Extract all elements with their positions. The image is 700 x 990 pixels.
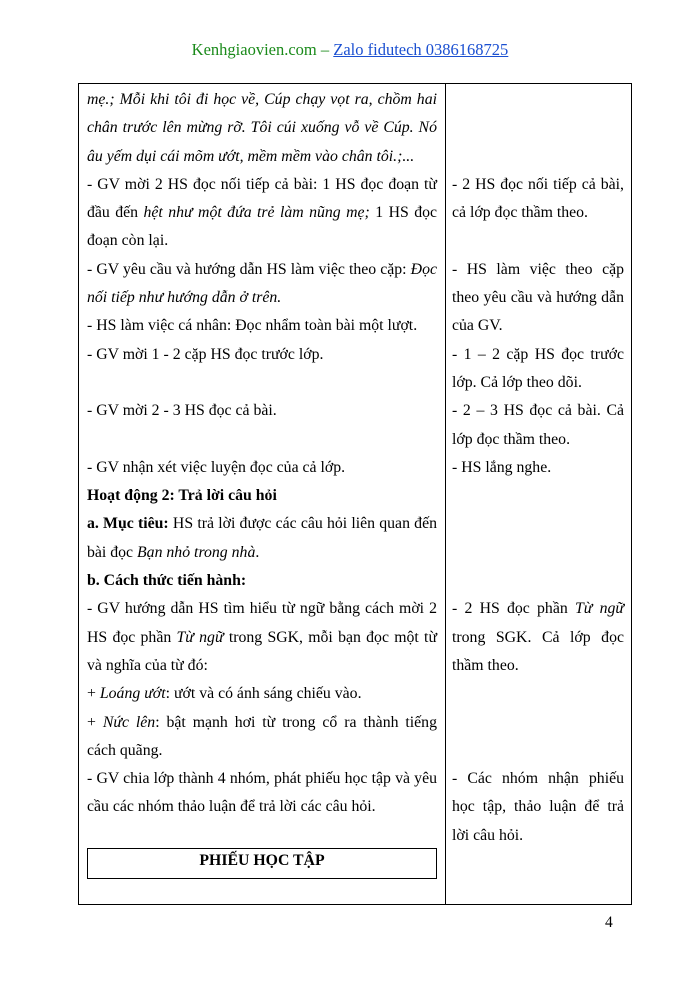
spacer — [452, 114, 624, 142]
spacer — [87, 426, 437, 454]
spacer — [452, 227, 624, 255]
student-activities-column — [452, 86, 624, 850]
spacer — [452, 567, 624, 595]
activity-item: - GV chia lớp thành 4 nhóm, phát phiếu học tập và yêu cầu các nhóm thảo luận để trả lời các câu hỏi. — [87, 770, 437, 816]
method-heading: b. Cách thức tiến hành: — [87, 572, 247, 590]
goal-paragraph: a. Mục tiêu: HS trả lời được các câu hỏi liên quan đến bài đọc Bạn nhỏ trong nhà. — [87, 515, 437, 561]
vocab-item: + Loáng ướt: ướt và có ánh sáng chiếu vào. — [87, 685, 362, 703]
teacher-activities-column — [87, 86, 437, 822]
lesson-table — [78, 83, 632, 905]
activity-item: - GV hướng dẫn HS tìm hiểu từ ngữ bằng cách mời 2 HS đọc phần Từ ngữ trong SGK, mỗi bạn đọc một từ và nghĩa của từ đó: — [87, 600, 438, 674]
activity-heading: Hoạt động 2: Trả lời câu hỏi — [87, 487, 277, 505]
student-response: - 2 – 3 HS đọc cả bài. Cả lớp đọc thầm theo. — [452, 402, 624, 448]
zalo-link[interactable]: Zalo fidutech 0386168725 — [333, 40, 509, 59]
student-response: - HS lắng nghe. — [452, 458, 552, 476]
reading-excerpt: mẹ.; Mỗi khi tôi đi học về, Cúp chạy vọt ra, chồm hai chân trước lên mừng rỡ. Tôi cúi xuống vỗ về Cúp. Nó âu yếm dụi cái mõm ướt, mềm mềm vào chân tôi.;... — [87, 91, 437, 165]
student-response: - Các nhóm nhận phiếu học tập, thảo luận để trả lời câu hỏi. — [452, 770, 624, 844]
site-link[interactable]: Kenhgiaovien.com — [191, 40, 317, 59]
student-response: - 2 HS đọc phần Từ ngữ trong SGK. Cả lớp đọc thầm theo. — [452, 600, 625, 674]
student-response: - 2 HS đọc nối tiếp cả bài, cả lớp đọc thầm theo. — [452, 175, 624, 222]
spacer — [452, 86, 624, 114]
activity-item: - GV yêu cầu và hướng dẫn HS làm việc theo cặp: Đọc nối tiếp như hướng dẫn ở trên. — [87, 260, 437, 307]
spacer — [452, 680, 624, 708]
worksheet-title: PHIẾU HỌC TẬP — [199, 852, 325, 869]
worksheet-box — [87, 848, 437, 879]
column-divider — [445, 84, 446, 904]
activity-item: - HS làm việc cá nhân: Đọc nhẩm toàn bài một lượt. — [87, 317, 418, 335]
spacer — [87, 369, 437, 397]
spacer — [452, 143, 624, 171]
spacer — [452, 482, 624, 510]
spacer — [452, 510, 624, 538]
spacer — [452, 709, 624, 737]
activity-item: - GV mời 2 - 3 HS đọc cả bài. — [87, 402, 277, 420]
student-response: - 1 – 2 cặp HS đọc trước lớp. Cả lớp theo dõi. — [452, 345, 624, 391]
activity-item: - GV mời 1 - 2 cặp HS đọc trước lớp. — [87, 345, 324, 363]
header-separator: – — [316, 40, 334, 59]
spacer — [452, 539, 624, 567]
activity-item: - GV nhận xét việc luyện đọc của cả lớp. — [87, 458, 346, 476]
vocab-item: + Nức lên: bật mạnh hơi từ trong cổ ra thành tiếng cách quãng. — [87, 713, 437, 759]
spacer — [452, 737, 624, 765]
page-number: 4 — [605, 914, 613, 931]
page-header — [0, 40, 700, 60]
student-response: - HS làm việc theo cặp theo yêu cầu và hướng dẫn của GV. — [452, 260, 624, 335]
activity-item: - GV mời 2 HS đọc nối tiếp cả bài: 1 HS đọc đoạn từ đầu đến hệt như một đứa trẻ làm nũng mẹ; 1 HS đọc đoạn còn lại. — [87, 175, 438, 250]
